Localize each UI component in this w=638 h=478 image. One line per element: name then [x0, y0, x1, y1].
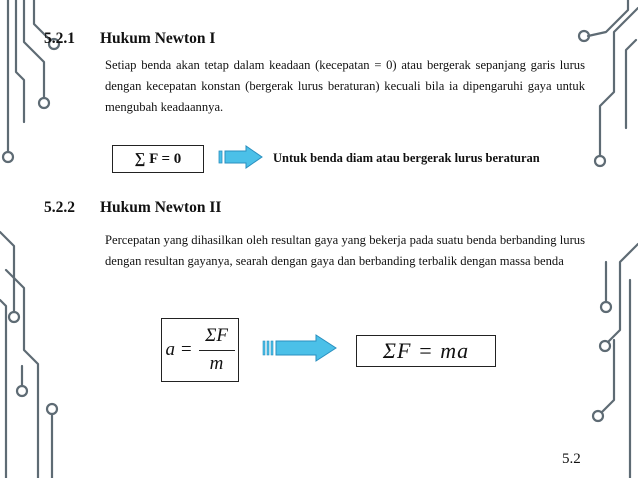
section-heading-newton-1 — [44, 30, 215, 48]
newton-1-formula: ∑ F = 0 — [134, 150, 182, 167]
newton-1-note: Untuk benda diam atau bergerak lurus beraturan — [273, 151, 540, 165]
newton-1-formula-box — [112, 145, 204, 173]
page-number: 5.2 — [562, 451, 581, 467]
section-title: Hukum Newton I — [100, 30, 216, 47]
newton-2-paragraph: Percepatan yang dihasilkan oleh resultan gaya yang bekerja pada suatu benda berbanding lurus dengan resultan gayanya, searah dengan gaya dan berbanding terbalik dengan massa benda — [105, 233, 585, 268]
right-arrow-icon — [262, 333, 338, 363]
formula-numerator: ΣF — [205, 325, 228, 346]
formula-fraction — [199, 325, 235, 375]
newton-1-paragraph: Setiap benda akan tetap dalam keadaan (kecepatan = 0) atau bergerak sepanjang garis lurus dengan kecepatan konstan (bergerak lurus beraturan) kecuali bila ia dipengaruhi gaya untuk mengubah keadaannya. — [105, 58, 585, 114]
fraction-bar — [199, 350, 235, 351]
section-number: 5.2.1 — [44, 30, 75, 47]
newton-2-law: ΣF = ma — [382, 338, 470, 363]
section-number: 5.2.2 — [44, 199, 75, 216]
newton-2-law-box — [356, 335, 496, 367]
acceleration-formula-box — [161, 318, 239, 382]
formula-lhs: a = — [165, 339, 193, 360]
right-arrow-icon — [218, 144, 264, 170]
formula-denominator: m — [209, 353, 224, 374]
section-heading-newton-2 — [44, 199, 221, 217]
section-title: Hukum Newton II — [100, 199, 222, 216]
